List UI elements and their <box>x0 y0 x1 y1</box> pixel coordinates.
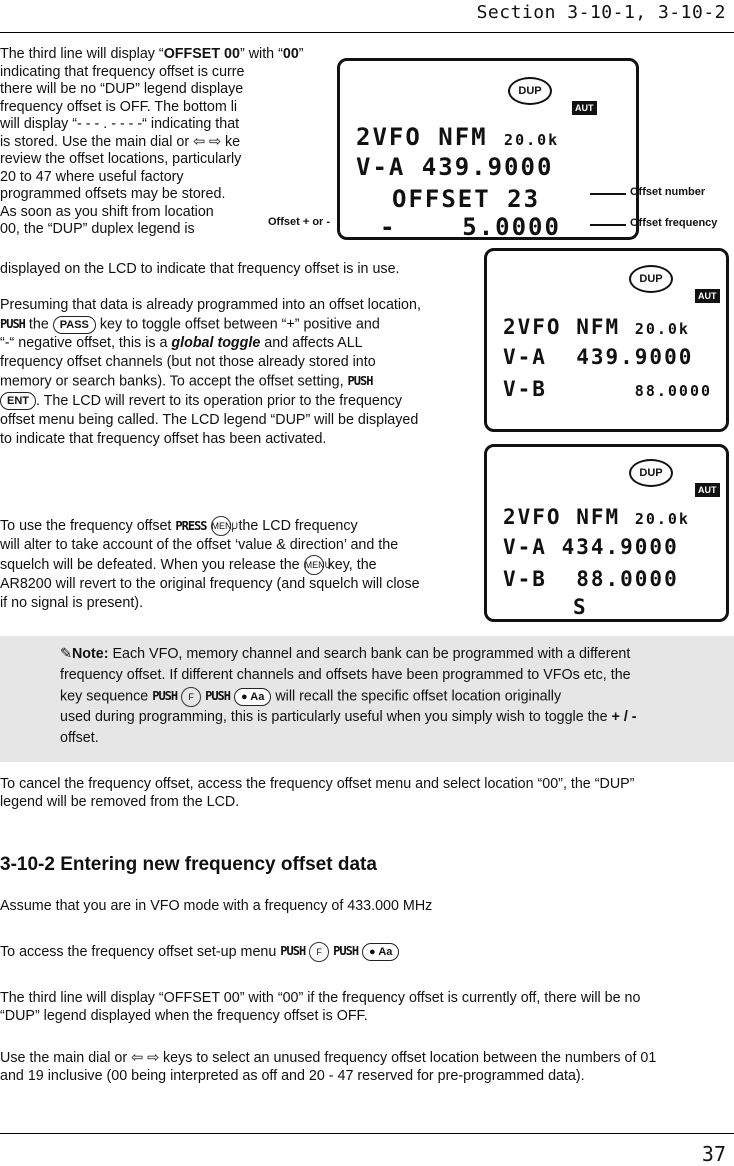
paragraph-select-location: Use the main dial or ⇦ ⇨ keys to select an unused frequency offset location between the numbers of 01 and 19 inclusive (00 being interpreted as off and 20 - 47 reserved for pre-programmed data). <box>0 1050 657 1084</box>
lcd-display-vfo <box>484 248 729 432</box>
push-key[interactable]: PUSH <box>152 689 178 703</box>
aut-legend: AUT <box>695 289 720 303</box>
push-key[interactable]: PUSH <box>205 689 230 703</box>
lcd-line-3: V-B 88.0000 <box>503 377 713 401</box>
f-key[interactable]: F <box>181 687 201 707</box>
aut-legend: AUT <box>572 101 597 115</box>
lcd-display-offset <box>337 58 639 240</box>
dup-legend: DUP <box>629 459 673 487</box>
push-key[interactable]: PUSH <box>347 374 373 389</box>
push-key[interactable]: PUSH <box>280 944 306 959</box>
paragraph-toggle: Presuming that data is already programmed into an offset location, PUSH the PASS key to toggle offset between “+” positive and “-“ negative offset, this is a global toggle and affects ALL frequency offset channels (but not those already stored into memory or search banks). To accept the offset setting, PUSH ENT . The LCD will revert to its operation prior to the frequency offset menu being called. The LCD legend “DUP” will be displayed to indicate that frequency offset has been activated. <box>0 297 421 447</box>
page-number: 37 <box>701 1142 726 1166</box>
ent-key[interactable]: ENT <box>0 392 36 410</box>
note-icon: ✎ <box>60 646 72 662</box>
paragraph-cancel: To cancel the frequency offset, access the frequency offset menu and select location “00”, the “DUP” legend will be removed from the LCD. <box>0 776 635 810</box>
dup-legend: DUP <box>629 265 673 293</box>
lcd-line-1: 2VFO NFM 20.0k <box>356 123 560 151</box>
f-key[interactable]: F <box>309 942 329 962</box>
callout-offset-number: Offset number <box>630 186 706 198</box>
push-key[interactable]: PUSH <box>333 944 359 959</box>
footer-rule <box>0 1133 734 1134</box>
lcd-line-1: 2VFO NFM 20.0k <box>503 505 690 529</box>
arrow-offset-frequency <box>590 224 626 226</box>
paragraph-use-offset: To use the frequency offset PRESS MENU, the LCD frequency will alter to take account of the offset ‘value & direction’ and the squelch will be defeated. When you release the MENU key, the AR8200 will revert to the original frequency (and squelch will close if no signal is present). <box>0 517 420 611</box>
paragraph-third-line: The third line will display “OFFSET 00” with “00” if the frequency offset is currently off, there will be no “DUP” legend displayed when the frequency offset is OFF. <box>0 990 641 1024</box>
section-header: Section 3-10-1, 3-10-2 <box>476 2 726 23</box>
section-heading: 3-10-2 Entering new frequency offset data <box>0 854 377 875</box>
callout-offset-sign: Offset + or - <box>268 216 331 228</box>
push-key[interactable]: PUSH <box>0 317 25 331</box>
press-key[interactable]: PRESS <box>175 518 207 533</box>
aa-key[interactable]: ● Aa <box>234 688 271 706</box>
lcd-display-active <box>484 444 729 622</box>
lcd-line-2: V-A 439.9000 <box>503 345 694 369</box>
paragraph-offset-intro: The third line will display “OFFSET 00” with “00” indicating that frequency offset is curre there will be no “DUP” legend displaye frequency offset is OFF. The bottom li will display “- - - . - - - -“ indicating that is stored. Use the main dial or ⇦ ⇨ ke review the offset locations, particularly 20 to 47 where useful factory programmed offsets may be stored. As soon as you shift from location 00, the “DUP” duplex legend is <box>0 46 304 237</box>
callout-offset-frequency: Offset frequency <box>630 217 718 229</box>
lcd-line-3: OFFSET 23 <box>392 185 541 213</box>
paragraph-access-menu: To access the frequency offset set-up menu PUSH F PUSH ● Aa <box>0 942 399 962</box>
menu-key[interactable]: MENU <box>211 516 231 536</box>
lcd-line-2: V-A 439.9000 <box>356 153 554 181</box>
aut-legend: AUT <box>695 483 720 497</box>
lcd-line-1: 2VFO NFM 20.0k <box>503 315 690 339</box>
aa-key[interactable]: ● Aa <box>362 943 399 961</box>
pass-key[interactable]: PASS <box>53 316 96 334</box>
header-rule <box>0 32 734 33</box>
lcd-line-4: S <box>573 595 588 619</box>
note-text: ✎Note: Each VFO, memory channel and search bank can be programmed with a different frequency offset. If different channels and offsets have been programmed to VFOs etc, the key sequence PUSH F PUSH ● Aa will recall the specific offset location originally used during programming, this is particularly useful when you simply wish to toggle the + / - offset. <box>60 646 637 747</box>
arrow-offset-number <box>590 193 626 195</box>
lcd-line-2: V-A 434.9000 <box>503 535 679 559</box>
paragraph-offset-intro-end: displayed on the LCD to indicate that frequency offset is in use. <box>0 261 400 277</box>
lcd-line-3: V-B 88.0000 <box>503 567 679 591</box>
lcd-line-4: - 5.0000 <box>380 213 561 241</box>
dup-legend: DUP <box>508 77 552 105</box>
menu-key[interactable]: MENU <box>304 555 324 575</box>
paragraph-assume: Assume that you are in VFO mode with a frequency of 433.000 MHz <box>0 898 433 914</box>
